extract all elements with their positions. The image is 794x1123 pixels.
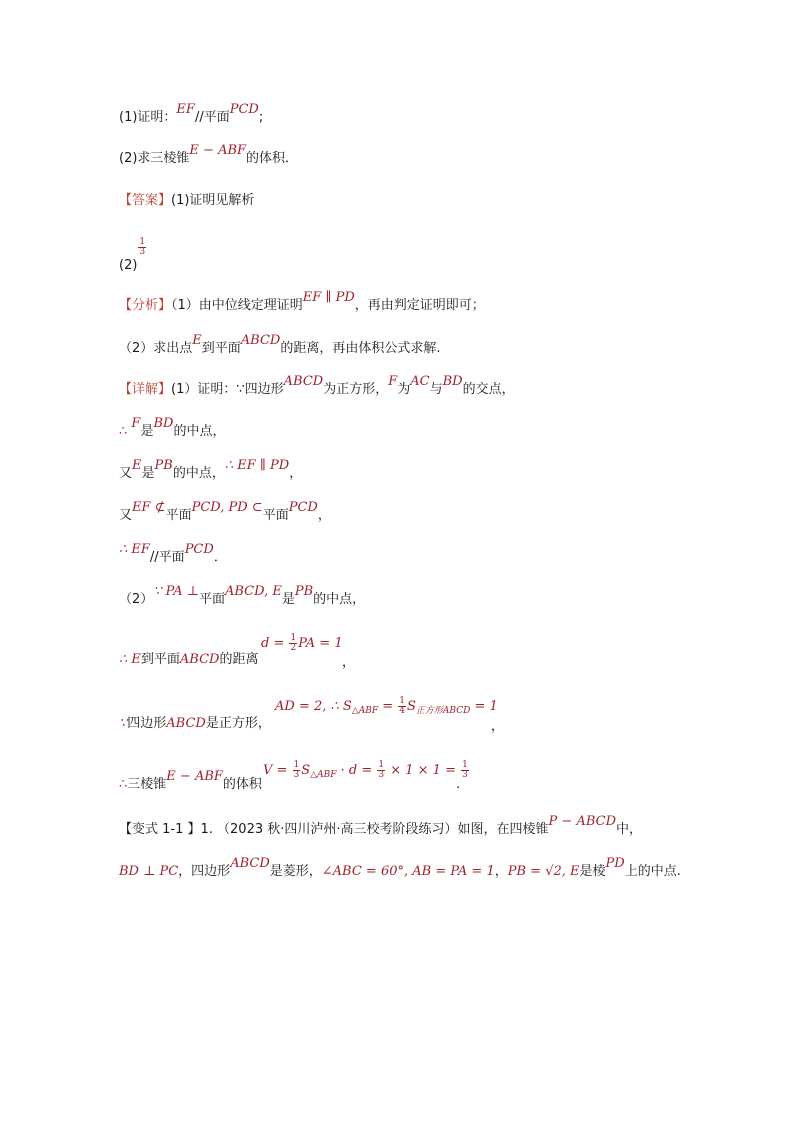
q1-text2: //平面 xyxy=(194,110,230,125)
detail-line-5 xyxy=(119,542,227,566)
numerator: 1 xyxy=(293,760,300,770)
variant-text2: 中， xyxy=(616,822,643,837)
text: ， xyxy=(494,864,508,879)
text: 是棱 xyxy=(579,864,606,879)
denominator: 2 xyxy=(290,643,297,653)
text: 的中点， xyxy=(313,592,366,607)
text: ， xyxy=(317,508,331,523)
variant-line-2 xyxy=(119,856,681,880)
comma: ， xyxy=(491,719,505,734)
analysis2-text: （2）求出点 xyxy=(119,341,193,356)
math-pa-eq: PA = 1 xyxy=(298,636,343,651)
numerator: 1 xyxy=(462,760,468,770)
volume-formula xyxy=(263,761,470,780)
numerator: 1 xyxy=(399,696,406,706)
detail-line-8 xyxy=(119,696,505,734)
math-pb-sqrt2: PB = √2, E xyxy=(507,864,580,879)
text: 三棱锥 xyxy=(127,777,167,792)
math-abcd-e: ABCD, E xyxy=(225,584,282,599)
fraction-one-half xyxy=(289,634,297,653)
math-f: F xyxy=(131,416,141,431)
math-e-abf: E − ABF xyxy=(166,769,223,784)
math-p-abcd: P − ABCD xyxy=(548,814,616,829)
detail-text4: 与 xyxy=(429,382,443,397)
variant-tag: 【变式 1-1 】 xyxy=(119,822,201,837)
answer-2-label: (2) xyxy=(119,258,138,273)
answer-tag: 【答案】 xyxy=(119,193,172,208)
subscript-abf: △ABF xyxy=(351,706,379,716)
math-pcd: PCD xyxy=(229,102,259,117)
math-f: F xyxy=(388,374,398,389)
denominator: 4 xyxy=(399,706,406,716)
equals: = xyxy=(378,699,398,714)
detail-line-3 xyxy=(119,458,303,482)
text: 的体积 xyxy=(222,777,262,792)
denominator: 3 xyxy=(378,770,385,780)
math-bd: BD xyxy=(153,416,174,431)
detail-text3: 为 xyxy=(397,382,411,397)
text: 平面 xyxy=(262,508,289,523)
text: 到平面 xyxy=(140,652,180,667)
math-ef-parallel-pd: ∴ EF ∥ PD xyxy=(224,458,290,473)
math-pd: PD xyxy=(605,856,625,871)
math-bd-perp-pc: BD ⊥ PC xyxy=(119,864,179,879)
fraction-one-third xyxy=(138,238,146,257)
fraction-one-quarter xyxy=(398,697,406,716)
math-s: S xyxy=(301,763,311,778)
denominator: 3 xyxy=(293,770,300,780)
q1-end: ; xyxy=(258,110,264,125)
math-therefore-ef: ∴ EF xyxy=(119,542,150,557)
therefore-symbol: ∴ xyxy=(119,424,132,439)
math-ad: AD = 2, ∴ S xyxy=(275,699,352,714)
detail-1 xyxy=(119,374,515,398)
text: 是 xyxy=(140,424,154,439)
subscript-square: 正方形ABCD xyxy=(415,706,471,716)
text: 的中点， xyxy=(173,424,226,439)
analysis-text: （1）由中位线定理证明 xyxy=(171,298,303,313)
period: . xyxy=(456,777,461,792)
math-ef-not-subset: EF ⊄ xyxy=(132,500,166,515)
text: 的中点， xyxy=(172,466,225,481)
numerator: 1 xyxy=(139,237,146,247)
distance-formula xyxy=(261,634,343,653)
analysis-text2: ，再由判定证明即可； xyxy=(354,298,485,313)
math-bd: BD xyxy=(442,374,463,389)
therefore-symbol: ∴ xyxy=(119,777,128,792)
denominator: 3 xyxy=(139,247,146,257)
detail-text: (1）证明：∵四边形 xyxy=(171,382,284,397)
numerator: 1 xyxy=(290,633,297,643)
analysis2-text3: 的距离，再由体积公式求解. xyxy=(280,341,441,356)
math-abcd: ABCD xyxy=(283,374,324,389)
area-formula xyxy=(275,697,498,716)
math-times: × 1 × 1 = xyxy=(386,763,461,778)
equals-one: = 1 xyxy=(470,699,498,714)
detail-line-4 xyxy=(119,500,331,524)
text: ， xyxy=(289,466,303,481)
text: 平面 xyxy=(198,592,225,607)
text: 四边形 xyxy=(127,716,167,731)
math-abcd: ABCD xyxy=(230,856,270,871)
fraction xyxy=(461,761,469,780)
analysis-tag: 【分析】 xyxy=(119,298,172,313)
fraction xyxy=(293,761,301,780)
analysis-2 xyxy=(119,333,441,357)
detail-text5: 的交点， xyxy=(462,382,515,397)
text: 又 xyxy=(119,466,133,481)
subscript-abf: △ABF xyxy=(310,770,337,780)
detail-line-9 xyxy=(119,760,468,793)
math-abcd: ABCD xyxy=(166,716,206,731)
math-abcd: ABCD xyxy=(240,333,281,348)
detail-line-6 xyxy=(119,584,366,608)
fraction xyxy=(377,761,385,780)
analysis2-text2: 到平面 xyxy=(201,341,241,356)
text: 平面 xyxy=(165,508,192,523)
text: （2） xyxy=(119,592,154,607)
math-ac: AC xyxy=(410,374,430,389)
detail-tag: 【详解】 xyxy=(119,382,172,397)
math-pcd-pd-subset: PCD, PD ⊂ xyxy=(191,500,263,515)
text: ，四边形 xyxy=(178,864,231,879)
math-e: E xyxy=(132,458,142,473)
answer-2 xyxy=(119,237,147,273)
answer-text: (1)证明见解析 xyxy=(171,193,255,208)
math-pcd: PCD xyxy=(288,500,318,515)
math-pcd: PCD xyxy=(184,542,214,557)
text: ． xyxy=(213,550,227,565)
numerator: 1 xyxy=(378,760,385,770)
detail-line-7 xyxy=(119,633,356,670)
q1-text: (1)证明： xyxy=(119,110,177,125)
text: 上的中点. xyxy=(624,864,681,879)
text: 又 xyxy=(119,508,133,523)
text: 是正方形， xyxy=(205,716,271,731)
math-pa-perp: ∵ PA ⊥ xyxy=(153,584,199,599)
text: 是 xyxy=(141,466,155,481)
because-symbol: ∵ xyxy=(119,716,128,731)
detail-text2: 为正方形， xyxy=(323,382,389,397)
math-s: S xyxy=(407,699,416,714)
answer-1 xyxy=(119,193,254,209)
variant-line-1 xyxy=(119,814,643,838)
math-dot-d: · d = xyxy=(336,763,377,778)
math-therefore-e: ∴ E xyxy=(119,652,141,667)
q2-end: 的体积． xyxy=(246,151,299,166)
detail-line-2 xyxy=(119,416,226,440)
math-v: V = xyxy=(263,763,292,778)
q2-text: (2)求三棱锥 xyxy=(119,151,190,166)
text: 的距离 xyxy=(219,652,259,667)
denominator: 3 xyxy=(462,770,468,780)
question-1 xyxy=(119,102,264,126)
math-ef-parallel-pd: EF ∥ PD xyxy=(302,290,355,305)
math-e: E xyxy=(192,333,202,348)
variant-text: 1. （2023 秋·四川泸州·高三校考阶段练习）如图，在四棱锥 xyxy=(200,822,549,837)
math-abcd: ABCD xyxy=(179,652,220,667)
math-pb: PB xyxy=(154,458,173,473)
text: //平面 xyxy=(149,550,185,565)
analysis-1 xyxy=(119,290,485,314)
math-angle-abc: ∠ABC = 60°, AB = PA = 1 xyxy=(321,864,495,879)
question-2 xyxy=(119,143,299,167)
math-ef: EF xyxy=(176,102,195,117)
math-pb: PB xyxy=(294,584,314,599)
comma: ， xyxy=(342,655,356,670)
math-e-abf: E − ABF xyxy=(189,143,247,158)
text: 是 xyxy=(281,592,295,607)
math-d: d = xyxy=(261,636,289,651)
text: 是菱形， xyxy=(269,864,322,879)
